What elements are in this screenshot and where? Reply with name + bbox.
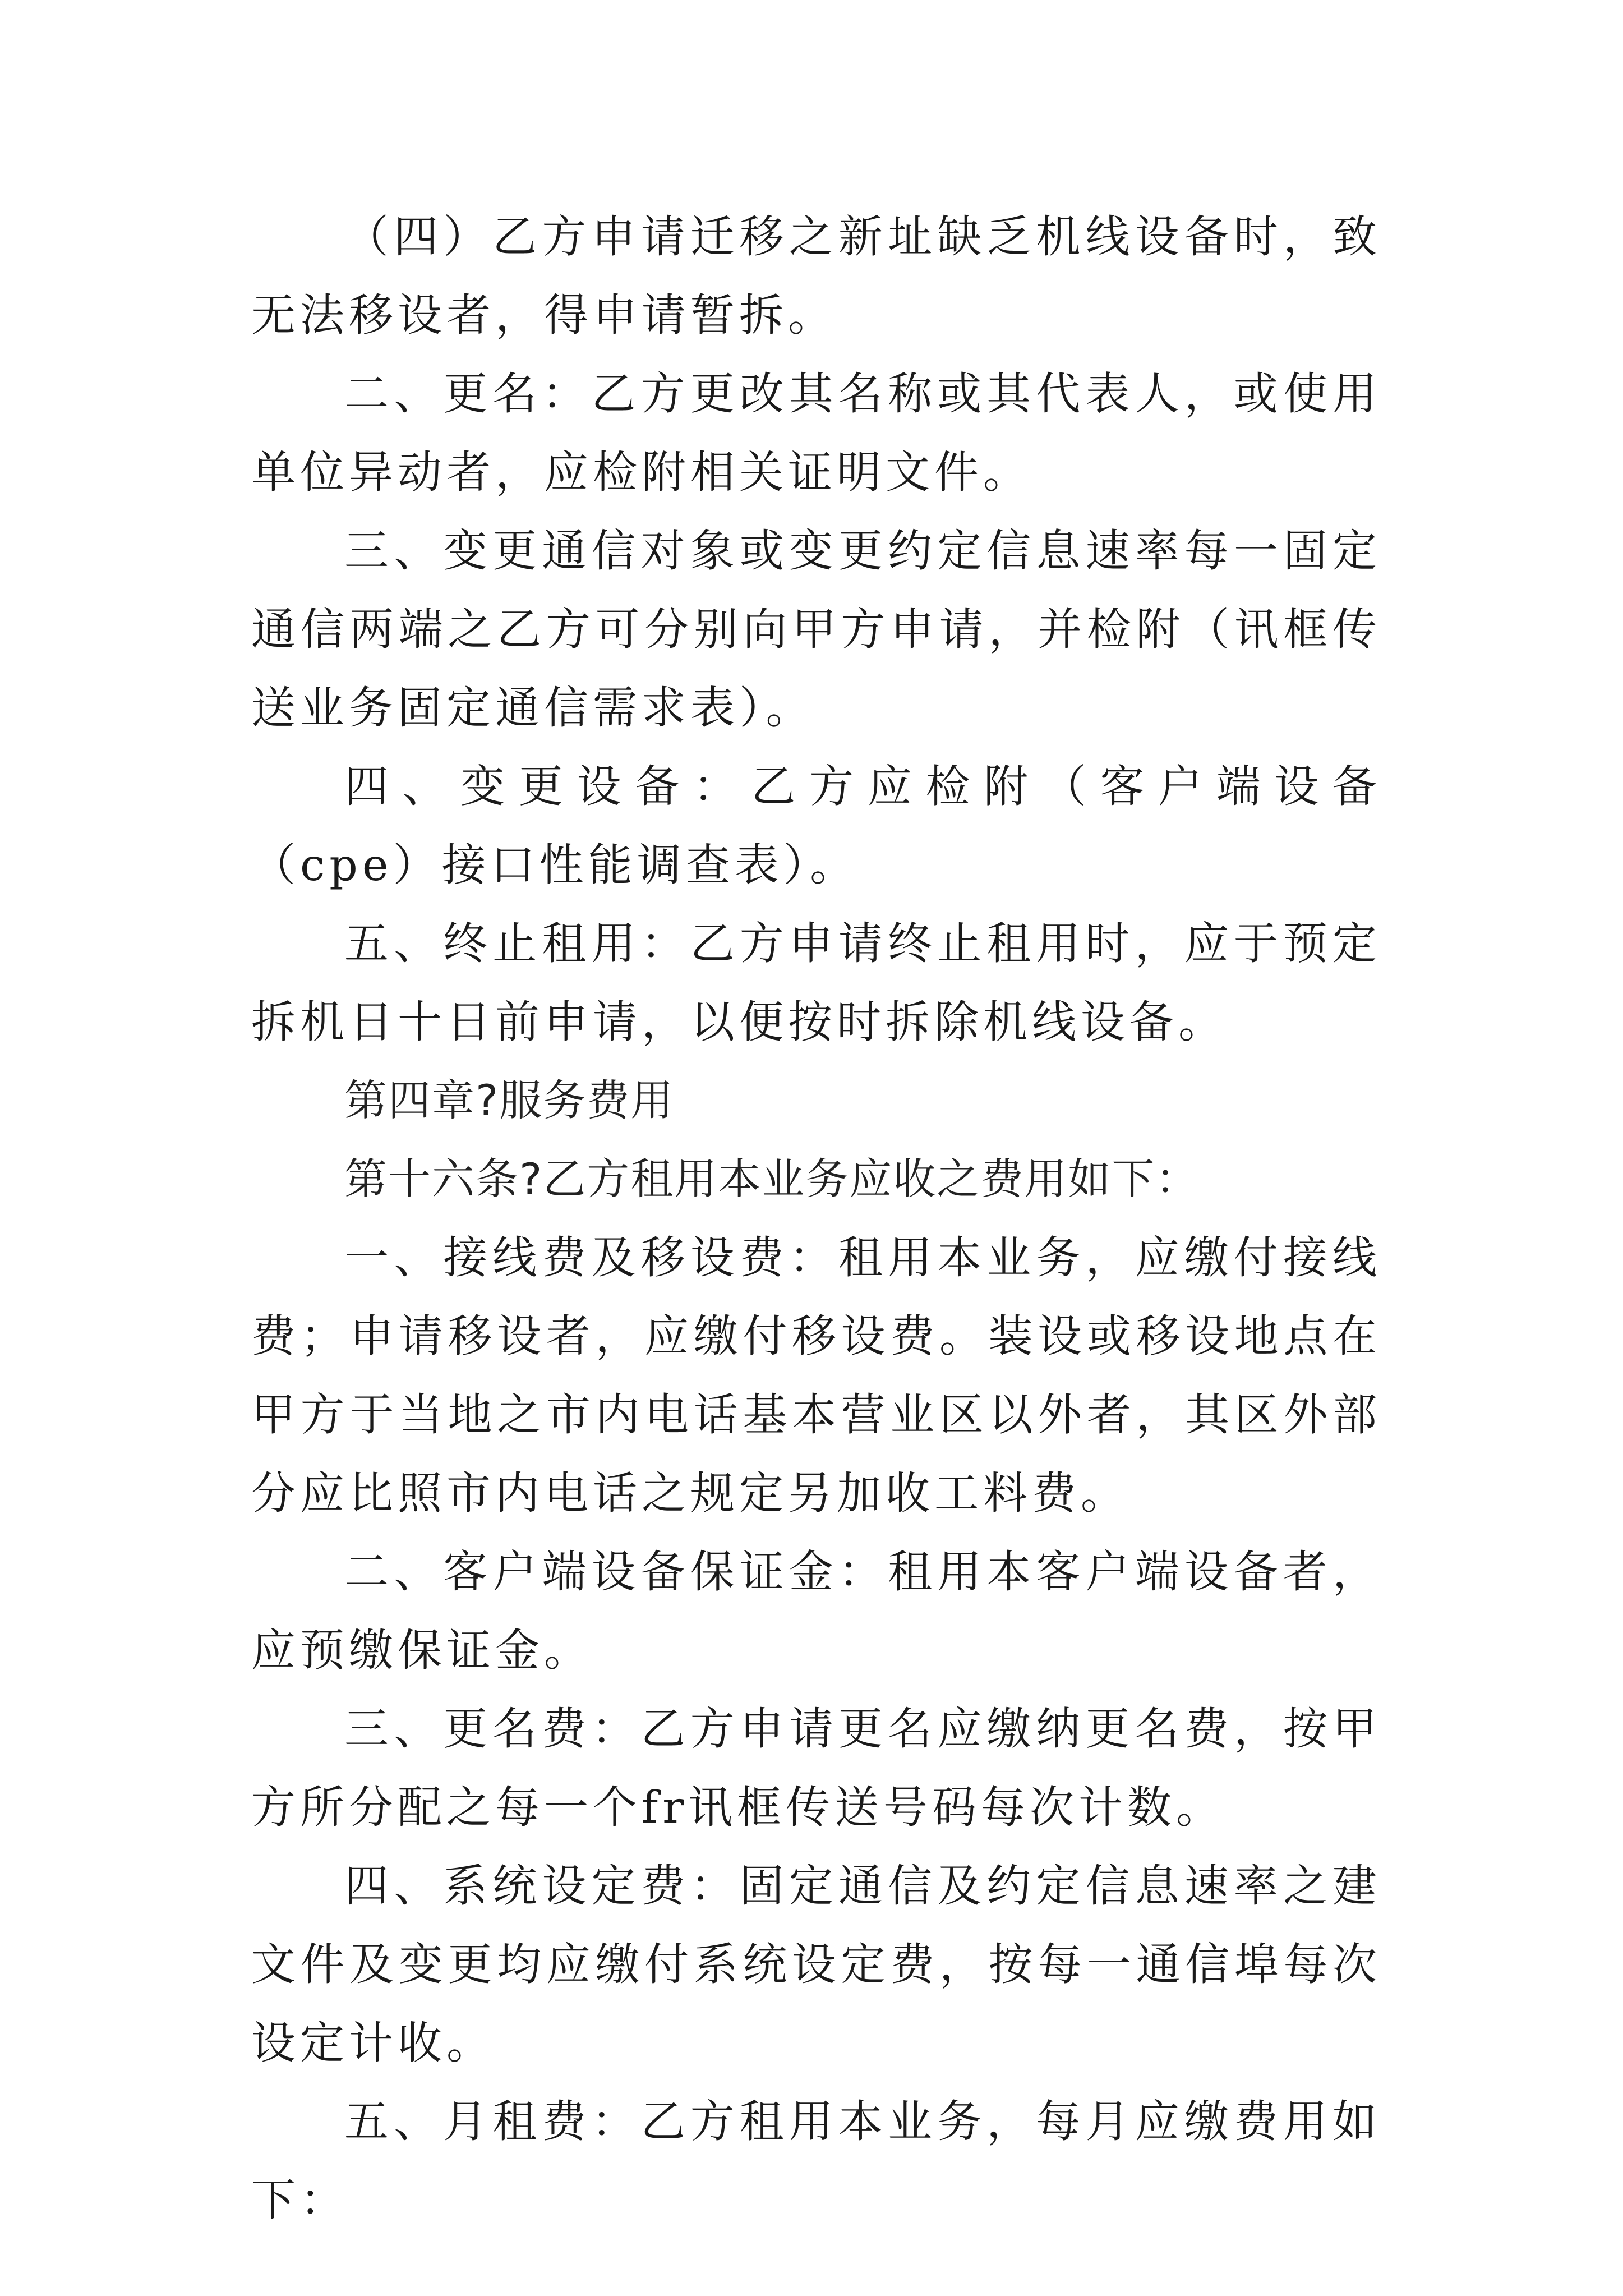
paragraph-deposit: 二、客户端设备保证金：租用本客户端设备者，应预缴保证金。: [251, 1546, 1381, 1676]
paragraph-change-communication: 三、变更通信对象或变更约定信息速率每一固定通信两端之乙方可分别向甲方申请，并检附（讯框传送业务固定通信需求表）。: [251, 525, 1381, 734]
paragraph-relocation-suspend: （四）乙方申请迁移之新址缺乏机线设备时，致无法移设者，得申请暂拆。: [251, 211, 1381, 341]
document-body: [251, 197, 1381, 2239]
article-heading: 第十六条?乙方租用本业务应收之费用如下：: [344, 1154, 1200, 1204]
paragraph-rename: 二、更名：乙方更改其名称或其代表人，或使用单位异动者，应检附相关证明文件。: [251, 368, 1381, 498]
paragraph-connection-fee: 一、接线费及移设费：租用本业务，应缴付接线费；申请移设者，应缴付移设费。装设或移设地点在甲方于当地之市内电话基本营业区以外者，其区外部分应比照市内电话之规定另加收工料费。: [251, 1232, 1381, 1519]
paragraph-change-equipment: 四、变更设备：乙方应检附（客户端设备（cpe）接口性能调查表）。: [251, 761, 1381, 891]
paragraph-terminate-lease: 五、终止租用：乙方申请终止租用时，应于预定拆机日十日前申请，以便按时拆除机线设备。: [251, 918, 1381, 1048]
chapter-heading: 第四章?服务费用: [344, 1075, 675, 1125]
paragraph-monthly-fee: 五、月租费：乙方租用本业务，每月应缴费用如下：: [251, 2096, 1381, 2226]
paragraph-rename-fee: 三、更名费：乙方申请更名应缴纳更名费，按甲方所分配之每一个fr讯框传送号码每次计数。: [251, 1703, 1381, 1833]
paragraph-setup-fee: 四、系统设定费：固定通信及约定信息速率之建文件及变更均应缴付系统设定费，按每一通信埠每次设定计收。: [251, 1860, 1381, 2069]
